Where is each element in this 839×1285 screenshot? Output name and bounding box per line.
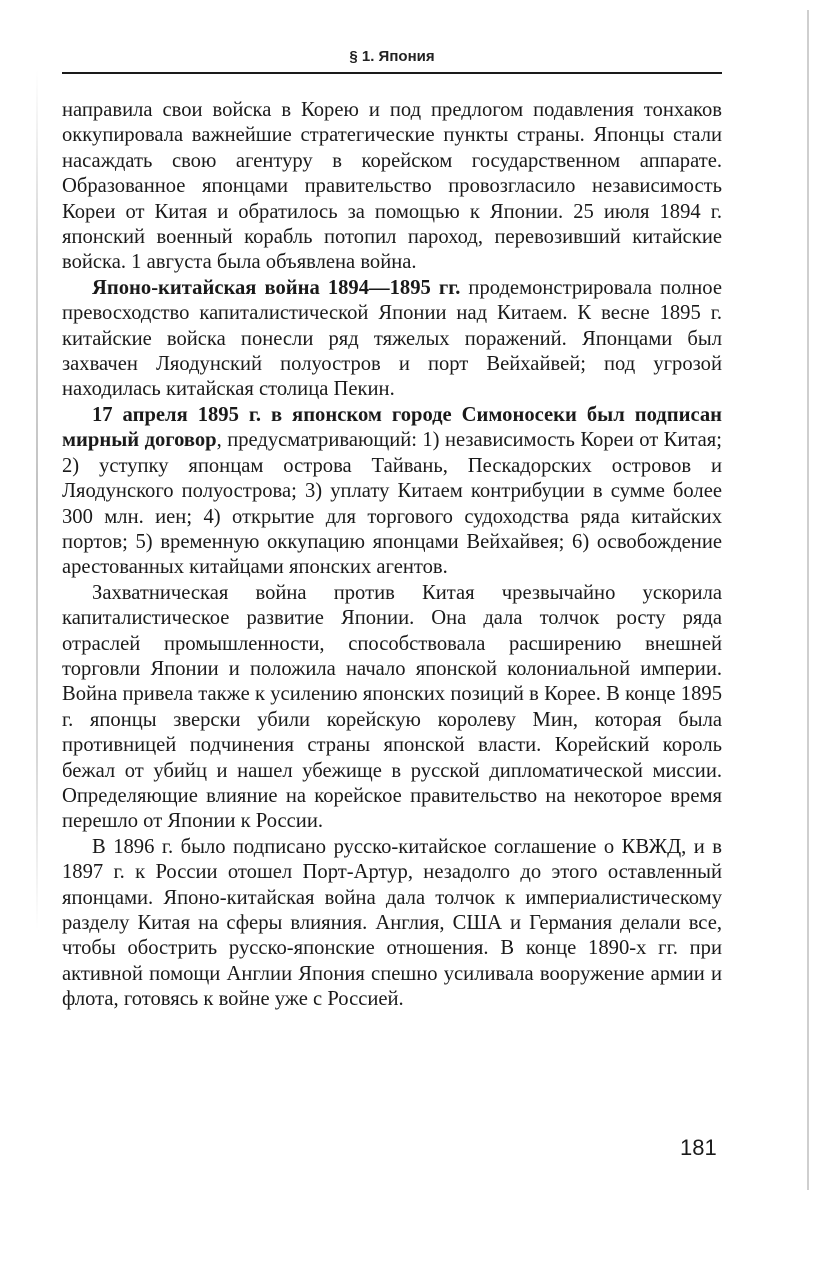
paragraph-3 [62,403,722,581]
page-number: 181 [680,1135,717,1160]
paragraph-text: Захватническая война против Китая чрезвычайно ускорила капиталистическое развитие Японии. Она дала толчок росту ряда отраслей промышленности, способствовала расширению внешней торговли Японии и положила начало японской колониальной империи. Война привела также к усилению японских позиций в Корее. В конце 1895 г. японцы зверски убили корейскую королеву Мин, которая была противницей подчинения страны японской власти. Корейский король бежал от убийц и нашел убежище в русской дипломатической миссии. Определяющие влияние на корейское правительство на некоторое время перешло от Японии к России. [62,581,722,833]
paragraph-text: продемонстрировала полное превосходство капиталистической Японии над Китаем. К весне 1895 г. китайские войска понесли ряд тяжелых поражений. Японцами был захвачен Ляодунский полуостров и порт Вейхайвей; под угрозой находилась китайская столица Пекин. [62,276,722,401]
paragraph-1 [62,98,722,276]
binding-shadow [36,70,38,930]
paragraph-5 [62,835,722,1013]
paragraph-bold-lead: Японо-китайская война 1894—1895 гг. [92,276,461,299]
paragraph-bold-lead: 17 апреля 1895 г. в японском городе Симоносеки был подписан мирный договор [62,403,722,452]
paragraph-text: направила свои войска в Корею и под предлогом подавления тонхаков оккупировала важнейшие стратегические пункты страны. Японцы стали насаждать свою агентуру в корейском государственном аппарате. Образованное японцами правительство провозгласило независимость Кореи от Китая и обратилось за помощью к Японии. 25 июля 1894 г. японский военный корабль потопил пароход, перевозивший китайские войска. 1 августа была объявлена война. [62,99,722,274]
paragraph-2 [62,276,722,403]
paragraph-text: В 1896 г. было подписано русско-китайское соглашение о КВЖД, и в 1897 г. к России отошел Порт-Артур, незадолго до этого оставленный японцами. Японо-китайская война дала толчок к империалистическому разделу Китая на сферы влияния. Англия, США и Германия делали все, чтобы обострить русско-японские отношения. В конце 1890-х гг. при активной помощи Англии Япония спешно усиливала вооружение армии и флота, готовясь к войне уже с Россией. [62,835,722,1011]
section-title: § 1. Япония [349,48,435,65]
running-header [62,46,722,74]
page-body [62,98,722,1013]
page-edge [807,10,809,1190]
paragraph-4 [62,581,722,835]
paragraph-text: , предусматривающий: 1) независимость Кореи от Китая; 2) уступку японцам острова Тайвань, Пескадорских островов и Ляодунского полуострова; 3) уплату Китаем контрибуции в сумме более 300 млн. иен; 4) открытие для торгового судоходства ряда китайских портов; 5) временную оккупацию японцами Вейхайвея; 6) освобождение арестованных китайцами японских агентов. [62,429,722,579]
